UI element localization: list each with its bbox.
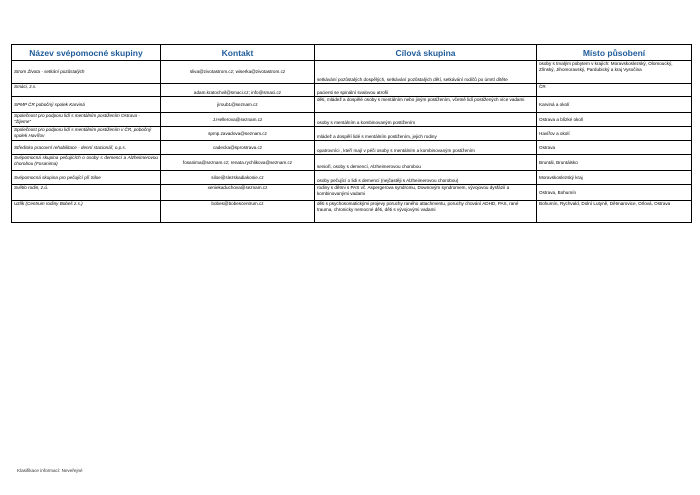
cell-group-name: Svépomocná skupina pečujících o osoby s demencí a Alzheimerovou chorobou (Fosanima) [12,155,161,171]
header-contact: Kontakt [161,45,315,61]
cell-target-group: opatrovníci , kteří mají v péči osoby s mentálním a kombinovaným postižením [315,141,537,155]
table-header-row [12,45,692,61]
table-row [12,61,692,84]
cell-place: Bohumín, Rychvald, Dolní Lutyně, Dětmarovice, Orlová, Ostrava [537,201,692,223]
cell-contact[interactable]: xeniekaduchova@seznam.cz [161,185,315,201]
table-row [12,141,692,155]
cell-place: Havířov a okolí [537,127,692,141]
cell-place: Ostrava a blízké okolí [537,113,692,127]
table-row [12,127,692,141]
cell-group-name: Společnost pro podporu lidí s mentálním postižením Ostrava - "Žijeme" [12,113,161,127]
cell-group-name: Smáci, z.s. [12,84,161,97]
cell-target-group: osoby s mentálním a kombinovaným postižením [315,113,537,127]
cell-contact[interactable]: spmp.zavadova@seznam.cz [161,127,315,141]
classification-footer: Klasifikace informací: Neveřejné [17,468,83,473]
table-row [12,113,692,127]
cell-target-group: osoby pečující o lidi s demencí (nejčastěji s Alzheimerovou chorobou) [315,171,537,185]
cell-place: osoby s trvalým pobytem v krajích: Moravskoslezský, Olomoucký, Zlínský, Jihomoravský, Pardubický a kraj Vysočina [537,61,692,84]
cell-contact[interactable]: J.Hellerova@seznam.cz [161,113,315,127]
cell-place: Moravskoslezský kraj [537,171,692,185]
table-row [12,171,692,185]
support-groups-table [11,44,692,223]
cell-target-group: setkávání pozůstalých dospělých, setkávání pozůstalých dětí, setkávání rodičů po úmrtí dítěte [315,61,537,84]
cell-group-name: Společnost pro podporu lidí s mentálním postižením v ČR, pobočný spolek Havířov [12,127,161,141]
cell-group-name: Svépomocná skupina pro pečující při Siloe [12,171,161,185]
table-row [12,201,692,223]
cell-contact[interactable]: cadecka@sprostrava.cz [161,141,315,155]
cell-contact[interactable]: siloe@slezskadiakonie.cz [161,171,315,185]
cell-place: Ostrava [537,141,692,155]
table-row [12,155,692,171]
cell-group-name: Středisko pracovní rehabilitace - denní stacionář, o.p.s. [12,141,161,155]
table-row [12,97,692,113]
header-target-group: Cílová skupina [315,45,537,61]
cell-place: Bruntál, Bruntálsko [537,155,692,171]
cell-contact[interactable]: fosanima@seznam.cz; renata.rychlikova@seznam.cz [161,155,315,171]
cell-target-group: senioři, osoby s demencí, Alzheimerovou chorobou [315,155,537,171]
cell-group-name: Strom Života - setkání pozůstalých [12,61,161,84]
cell-group-name: SPMP ČR pobočný spolek Karviná [12,97,161,113]
cell-target-group: děti s psychosomatickými projevy poruchy raného attachmentu, poruchy chování ADHD, PAS, rané trauma, chronicky nemocné děti, děti s vývojovými vadami [315,201,537,223]
cell-contact[interactable]: sliva@zivotastrom.cz; wiserka@zivotastrom.cz [161,61,315,84]
cell-group-name: Uzlík (Centrum rodiny Bobeš z.s.) [12,201,161,223]
cell-place: ČR [537,84,692,97]
cell-contact[interactable]: adam.kratochvil@smaci.cz; info@smaci.cz [161,84,315,97]
cell-group-name: Světlo rodin, z.ú. [12,185,161,201]
cell-target-group: mládež a dospělí lidé s mentálním postižením, jejich rodiny [315,127,537,141]
table-row [12,185,692,201]
cell-place: Karviná a okolí [537,97,692,113]
cell-target-group: pacienti se spinální svalovou atrofií [315,84,537,97]
header-place: Místo působení [537,45,692,61]
header-group-name: Název svépomocné skupiny [12,45,161,61]
table-row [12,84,692,97]
cell-contact[interactable]: jiroub1@seznam.cz [161,97,315,113]
cell-target-group: rodiny s dětmi s PAS vč. Aspergerova syndromu, Downovým syndromem, vývojovou dysfázií a kombinovanými vadami [315,185,537,201]
cell-contact[interactable]: bobes@bobescentrum.cz [161,201,315,223]
cell-place: Ostrava, Bohumín [537,185,692,201]
cell-target-group: děti, mládež a dospělé osoby s mentálním nebo jiným postižením, včetně lidí postižených více vadami [315,97,537,113]
